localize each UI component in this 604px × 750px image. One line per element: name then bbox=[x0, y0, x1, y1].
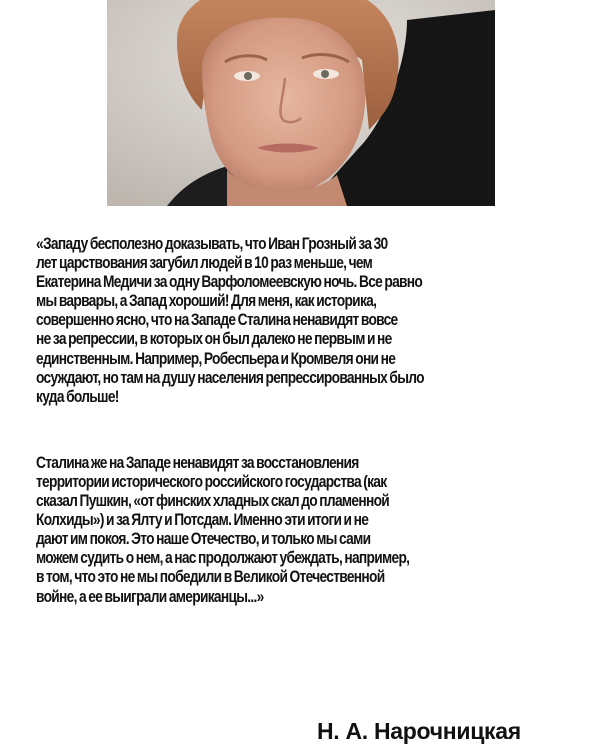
quote-line: «Западу бесполезно доказывать, что Иван Грозный за 30 bbox=[36, 234, 388, 253]
quote-line: куда больше! bbox=[36, 386, 119, 406]
quote-text bbox=[36, 234, 484, 606]
quote-paragraph-1 bbox=[36, 234, 484, 406]
quote-line: сказал Пушкин, «от финских хладных скал до пламенной bbox=[36, 491, 390, 511]
quote-paragraph-2 bbox=[36, 453, 484, 606]
quote-line: территории исторического российского государства (как bbox=[36, 471, 387, 491]
quote-line: единственным. Например, Робеспьера и Кромвеля они не bbox=[36, 348, 396, 368]
quote-line: в том, что это не мы победили в Великой Отечественной bbox=[36, 567, 385, 587]
author-signature: Н. А. Нарочницкая bbox=[317, 718, 521, 744]
portrait-photo bbox=[107, 0, 495, 206]
quote-line: лет царствования загубил людей в 10 раз меньше, чем bbox=[36, 253, 373, 273]
quote-line: Колхиды») и за Ялту и Потсдам. Именно эти итоги и не bbox=[36, 510, 369, 530]
quote-line: войне, а ее выиграли американцы...» bbox=[36, 586, 264, 606]
quote-line: осуждают, но там на душу населения репрессированных было bbox=[36, 367, 424, 387]
quote-line: дают им покоя. Это наше Отечество, и только мы сами bbox=[36, 529, 371, 549]
quote-line: совершенно ясно, что на Западе Сталина ненавидят вовсе bbox=[36, 310, 398, 330]
quote-line: мы варвары, а Запад хороший! Для меня, как историка, bbox=[36, 291, 377, 311]
quote-line: можем судить о нем, а нас продолжают убеждать, например, bbox=[36, 548, 410, 568]
quote-line: не за репрессии, в которых он был далеко не первым и не bbox=[36, 329, 392, 349]
quote-line: Екатерина Медичи за одну Варфоломеевскую ночь. Все равно bbox=[36, 272, 423, 292]
quote-line: Сталина же на Западе ненавидят за восстановления bbox=[36, 452, 359, 472]
